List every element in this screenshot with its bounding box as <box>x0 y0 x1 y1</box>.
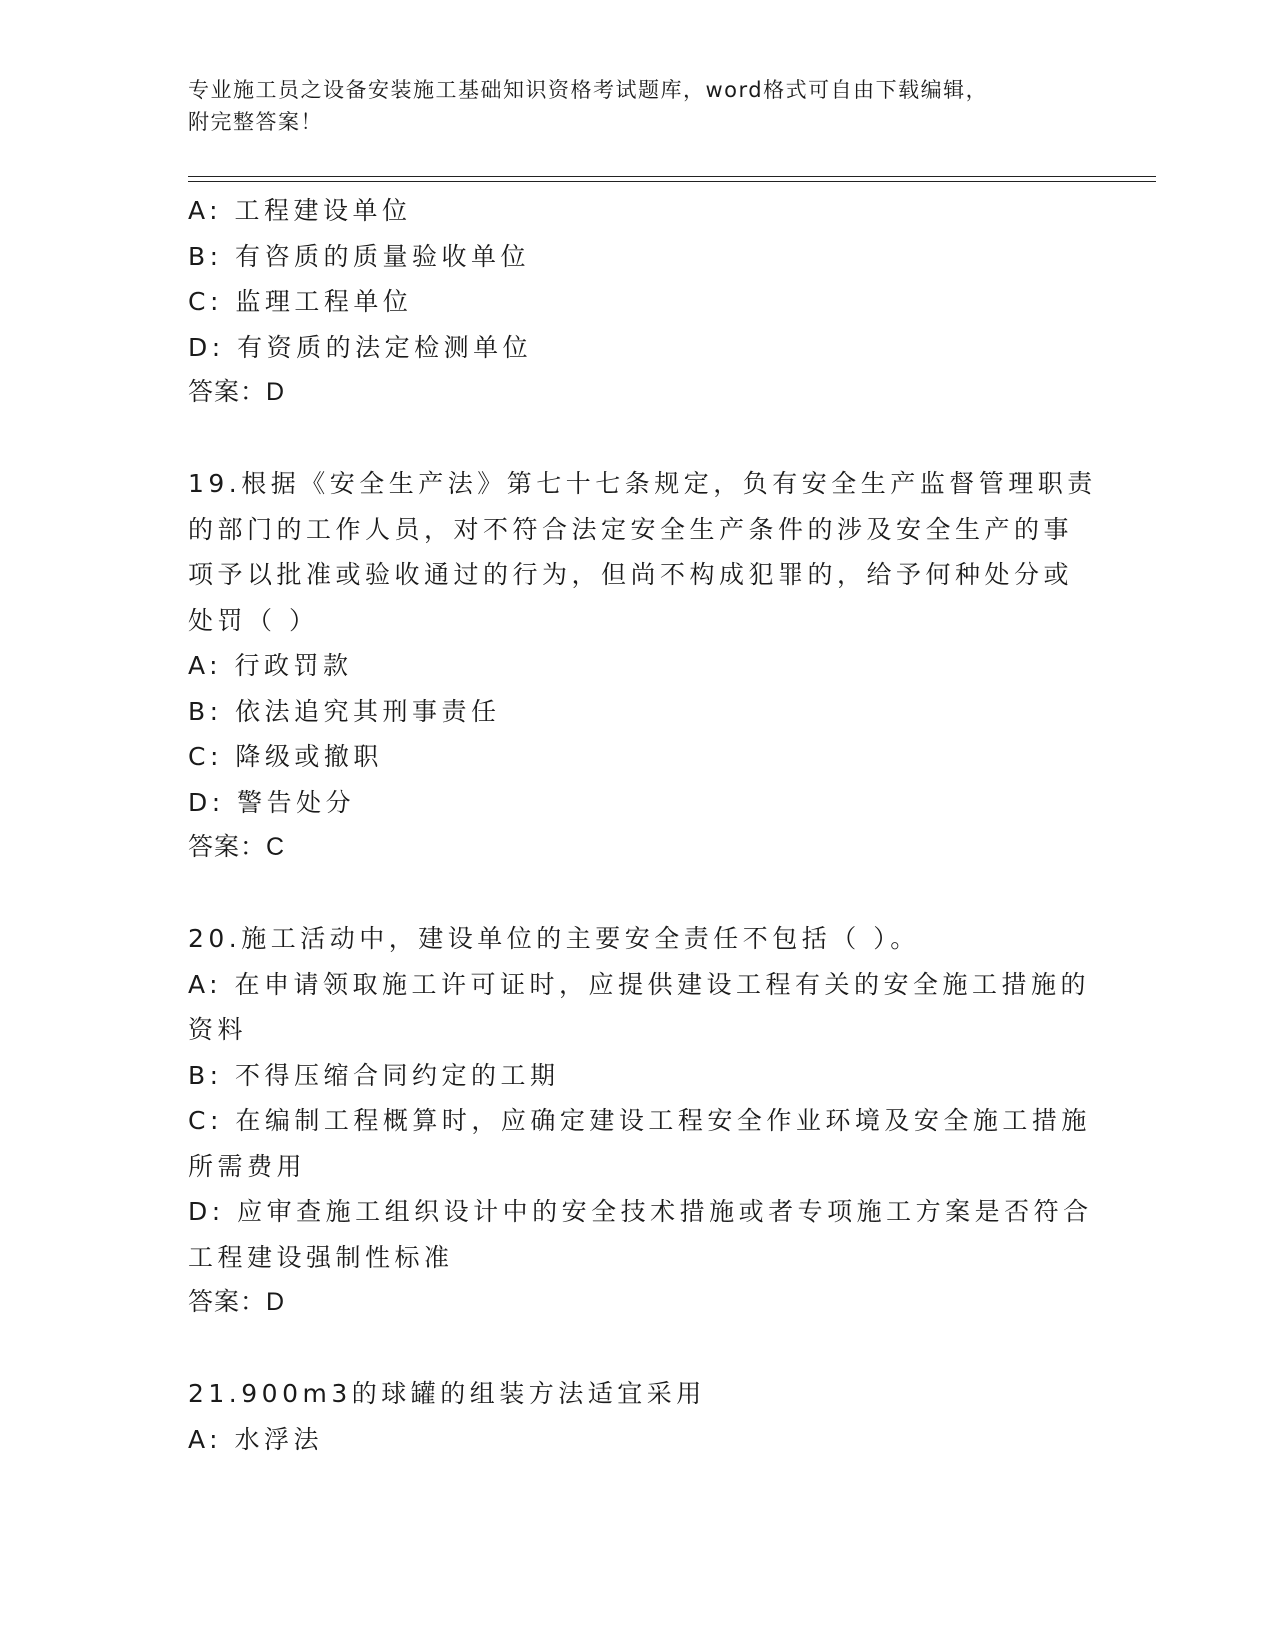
option-d-continued: 工程建设强制性标准 <box>188 1242 454 1272</box>
header-line-2: 附完整答案！ <box>188 110 323 134</box>
spacer <box>188 871 1088 917</box>
header-rule-top <box>188 176 1156 177</box>
option-a: A: 工程建设单位 <box>188 196 412 225</box>
option-b: B: 不得压缩合同约定的工期 <box>188 1060 560 1090</box>
question-stem: 的部门的工作人员，对不符合法定安全生产条件的涉及安全生产的事 <box>188 514 1074 544</box>
header-rule-bottom <box>188 181 1156 182</box>
question-stem: 处罚（ ） <box>188 605 319 635</box>
question-19 <box>188 461 1097 871</box>
option-c: C: 监理工程单位 <box>188 287 413 316</box>
option-d: D: 应审查施工组织设计中的安全技术措施或者专项施工方案是否符合 <box>188 1197 1093 1226</box>
spacer <box>188 416 1088 462</box>
option-a: A: 水浮法 <box>188 1424 324 1454</box>
question-20 <box>188 916 1093 1326</box>
question-stem: 21.900m3的球罐的组装方法适宜采用 <box>188 1379 706 1408</box>
question-stem: 项予以批准或验收通过的行为，但尚不构成犯罪的，给予何种处分或 <box>188 560 1074 589</box>
option-a: A: 在申请领取施工许可证时，应提供建设工程有关的安全施工措施的 <box>188 969 1091 999</box>
option-a: A: 行政罚款 <box>188 651 353 680</box>
option-d: D: 警告处分 <box>188 787 356 817</box>
option-c-continued: 所需费用 <box>188 1151 307 1181</box>
spacer <box>188 1326 1088 1372</box>
question-21 <box>188 1371 1088 1462</box>
option-d: D: 有资质的法定检测单位 <box>188 332 533 362</box>
header-line-1: 专业施工员之设备安装施工基础知识资格考试题库，word格式可自由下载编辑， <box>188 78 989 102</box>
option-b: B: 依法追究其刑事责任 <box>188 696 501 726</box>
option-a-continued: 资料 <box>188 1015 248 1044</box>
question-stem: 20.施工活动中，建设单位的主要安全责任不包括（ ）。 <box>188 924 920 953</box>
option-c: C: 降级或撤职 <box>188 742 383 771</box>
question-18 <box>188 188 1088 416</box>
answer: 答案：D <box>188 1288 286 1316</box>
answer: 答案：C <box>188 833 286 861</box>
question-stem: 19.根据《安全生产法》第七十七条规定，负有安全生产监督管理职责 <box>188 469 1097 498</box>
option-c: C: 在编制工程概算时，应确定建设工程安全作业环境及安全施工措施 <box>188 1106 1091 1135</box>
document-header <box>188 74 1068 138</box>
answer: 答案：D <box>188 378 286 406</box>
question-list <box>188 188 1097 1462</box>
option-b: B: 有咨质的质量验收单位 <box>188 241 531 271</box>
